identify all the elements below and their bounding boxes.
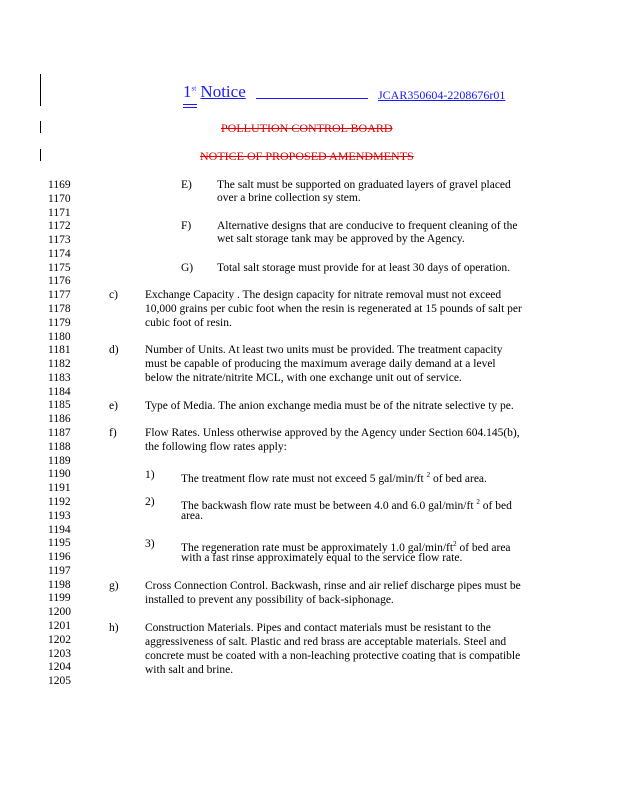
line-number: 1193 xyxy=(48,509,71,522)
line-number: 1181 xyxy=(48,344,71,357)
header-underline xyxy=(256,98,368,99)
item-text: over a brine collection sy stem. xyxy=(217,192,361,204)
superscript: 2 xyxy=(426,471,431,479)
item-label: 1) xyxy=(145,469,155,481)
item-text: must be capable of producing the maximum average daily demand at a level xyxy=(145,358,496,370)
item-text-part: of bed area. xyxy=(430,472,487,485)
notice-title xyxy=(183,82,246,102)
item-label: g) xyxy=(109,580,119,592)
item-text: The salt must be supported on graduated layers of gravel placed xyxy=(217,179,511,191)
item-text-part: The regeneration rate must be approximately 1.0 gal/min/ft xyxy=(181,541,454,554)
superscript: 2 xyxy=(453,540,457,548)
line-number: 1170 xyxy=(48,192,71,205)
item-label: c) xyxy=(109,289,118,301)
item-text: Alternative designs that are conducive to frequent cleaning of the xyxy=(217,220,518,232)
item-label: d) xyxy=(109,344,119,356)
line-number: 1174 xyxy=(48,247,71,260)
item-text: cubic foot of resin. xyxy=(145,317,232,329)
line-number: 1203 xyxy=(48,647,71,660)
item-text: aggressiveness of salt. Plastic and red brass are acceptable materials. Steel and xyxy=(145,636,507,648)
line-number: 1171 xyxy=(48,206,71,219)
line-number: 1201 xyxy=(48,619,71,632)
item-text: Exchange Capacity . The design capacity for nitrate removal must not exceed xyxy=(145,289,502,301)
item-text: Construction Materials. Pipes and contact materials must be resistant to the xyxy=(145,622,491,634)
item-label: 3) xyxy=(145,538,155,550)
item-label: f) xyxy=(109,427,117,439)
item-text: with salt and brine. xyxy=(145,664,234,676)
line-number: 1186 xyxy=(48,413,71,426)
item-text xyxy=(181,495,512,513)
item-text: wet salt storage tank may be approved by the Agency. xyxy=(217,233,465,245)
notice-number: 1 xyxy=(183,82,192,101)
line-number: 1185 xyxy=(48,399,71,412)
line-number: 1177 xyxy=(48,289,71,302)
line-number: 1197 xyxy=(48,564,71,577)
line-number: 1205 xyxy=(48,675,71,688)
line-number: 1189 xyxy=(48,454,71,467)
item-label: F) xyxy=(181,220,192,232)
line-number: 1192 xyxy=(48,495,71,508)
item-text: with a fast rinse approximately equal to the service flow rate. xyxy=(181,552,463,564)
item-text-part: The backwash flow rate must be between 4.0 and 6.0 gal/min/ft xyxy=(181,499,474,512)
item-text: installed to prevent any possibility of back-siphonage. xyxy=(145,594,394,606)
line-number: 1182 xyxy=(48,358,71,371)
line-number: 1187 xyxy=(48,427,71,440)
item-label: E) xyxy=(181,179,192,191)
item-label: h) xyxy=(109,622,119,634)
change-bar xyxy=(40,74,41,106)
line-number: 1194 xyxy=(48,523,71,536)
line-number: 1190 xyxy=(48,468,71,481)
line-number: 1198 xyxy=(48,578,71,591)
item-text: Number of Units. At least two units must be provided. The treatment capacity xyxy=(145,344,503,356)
line-number: 1183 xyxy=(48,371,71,384)
item-text xyxy=(181,468,487,486)
item-label: 2) xyxy=(145,496,155,508)
item-text: the following flow rates apply: xyxy=(145,441,287,453)
line-number: 1191 xyxy=(48,482,71,495)
item-text-part: of bed area xyxy=(456,541,511,554)
item-text: Flow Rates. Unless otherwise approved by the Agency under Section 604.145(b), xyxy=(145,427,520,439)
change-bar xyxy=(40,121,41,133)
line-number: 1178 xyxy=(48,303,71,316)
line-number: 1188 xyxy=(48,440,71,453)
notice-sup: st xyxy=(191,84,197,93)
item-text: Type of Media. The anion exchange media must be of the nitrate selective ty pe. xyxy=(145,400,514,412)
header-double-underline xyxy=(183,104,197,105)
line-number: 1179 xyxy=(48,316,71,329)
line-number: 1199 xyxy=(48,592,71,605)
item-label: G) xyxy=(181,262,194,274)
item-text-part: The treatment flow rate must not exceed 5 gal/min/ft xyxy=(181,472,424,485)
line-number: 1196 xyxy=(48,551,71,564)
superscript: 2 xyxy=(476,498,480,506)
board-title: POLLUTION CONTROL BOARD xyxy=(221,121,393,135)
line-number: 1173 xyxy=(48,234,71,247)
notice-word: Notice xyxy=(200,82,246,101)
line-number: 1184 xyxy=(48,385,71,398)
item-text-part: of bed xyxy=(479,499,512,512)
line-number: 1204 xyxy=(48,661,71,674)
line-number: 1169 xyxy=(48,179,71,191)
line-number: 1195 xyxy=(48,537,71,550)
line-number: 1202 xyxy=(48,633,71,646)
item-text: Total salt storage must provide for at least 30 days of operation. xyxy=(217,262,511,274)
item-text: 10,000 grains per cubic foot when the resin is regenerated at 15 pounds of salt per xyxy=(145,303,522,315)
line-number: 1175 xyxy=(48,261,71,274)
line-number: 1200 xyxy=(48,606,71,619)
item-label: e) xyxy=(109,400,118,412)
change-bar xyxy=(40,149,41,161)
item-text: area. xyxy=(181,510,204,522)
document-id: JCAR350604-2208676r01 xyxy=(378,88,506,102)
item-text: Cross Connection Control. Backwash, rinse and air relief discharge pipes must be xyxy=(145,580,521,592)
item-text: concrete must be coated with a non-leaching protective coating that is compatible xyxy=(145,650,521,662)
line-number: 1176 xyxy=(48,275,71,288)
line-number: 1180 xyxy=(48,330,71,343)
item-text: below the nitrate/nitrite MCL, with one exchange unit out of service. xyxy=(145,372,462,384)
notice-subtitle: NOTICE OF PROPOSED AMENDMENTS xyxy=(200,149,414,163)
header-double-underline xyxy=(183,107,197,108)
line-number: 1172 xyxy=(48,220,71,233)
